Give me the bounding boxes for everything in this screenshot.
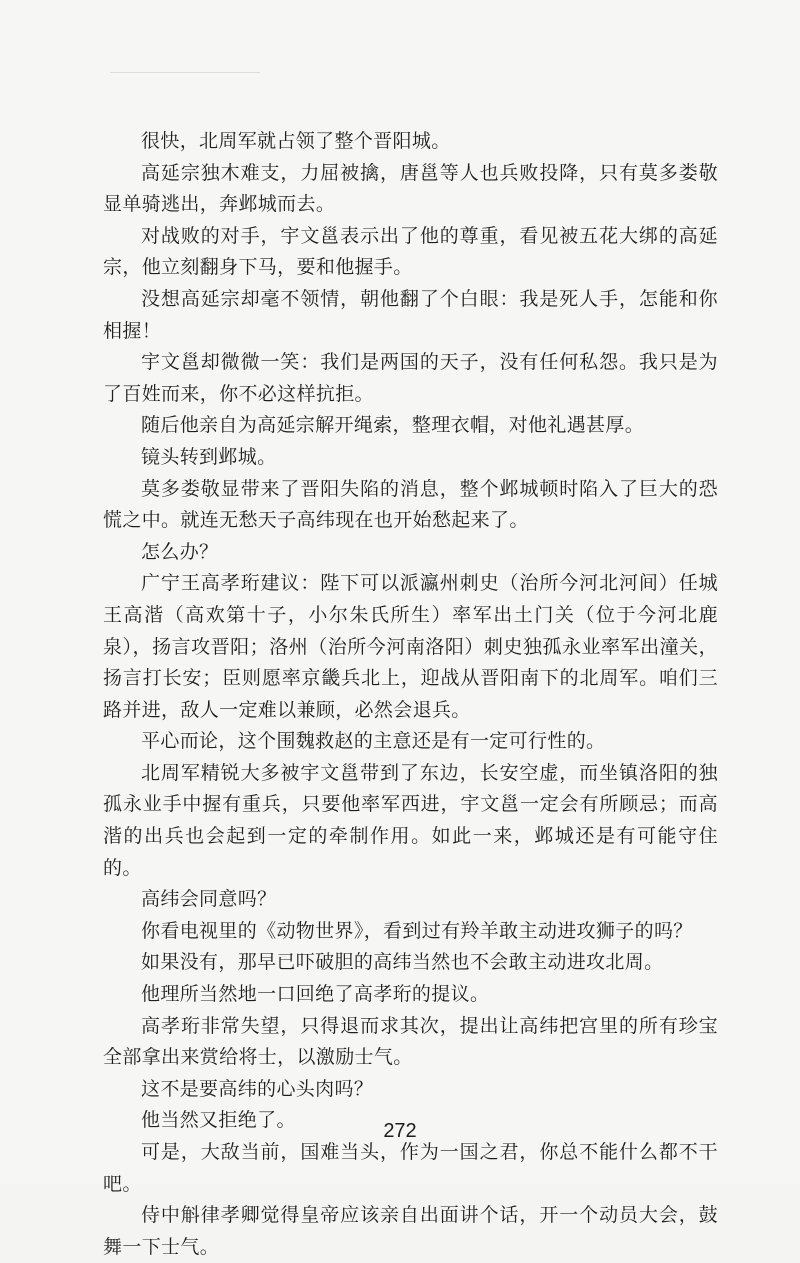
paragraph: 广宁王高孝珩建议：陛下可以派瀛州刺史（治所今河北河间）任城王高湝（高欢第十子，小尔朱氏所生）率军出土门关（位于今河北鹿泉），扬言攻晋阳；洛州（治所今河南洛阳）刺史独孤永业率军出潼关，扬言打长安；臣则愿率京畿兵北上，迎战从晋阳南下的北周军。咱们三路并进，敌人一定难以兼顾，必然会退兵。 (103, 572, 718, 721)
paragraph: 镜头转到邺城。 (141, 445, 277, 468)
body-text (103, 126, 718, 1263)
paragraph: 这不是要高纬的心头肉吗？ (141, 1077, 374, 1100)
paragraph: 高延宗独木难支，力屈被擒，唐邕等人也兵败投降，只有莫多娄敬显单骑逃出，奔邺城而去。 (103, 161, 718, 216)
paragraph: 平心而论，这个围魏救赵的主意还是有一定可行性的。 (141, 730, 606, 753)
paragraph: 高纬会同意吗？ (141, 888, 277, 911)
paragraph: 宇文邕却微微一笑：我们是两国的天子，没有任何私怨。我只是为了百姓而来，你不必这样抗拒。 (103, 351, 718, 405)
paragraph: 没想高延宗却毫不领情，朝他翻了个白眼：我是死人手，怎能和你相握！ (103, 287, 718, 342)
paragraph: 很快，北周军就占领了整个晋阳城。 (141, 130, 451, 152)
header-rule (110, 72, 260, 73)
paragraph: 你看电视里的《动物世界》，看到过有羚羊敢主动进攻狮子的吗？ (141, 919, 693, 942)
paragraph: 侍中斛律孝卿觉得皇帝应该亲自出面讲个话，开一个动员大会，鼓舞一下士气。 (103, 1204, 718, 1258)
paragraph: 高孝珩非常失望，只得退而求其次，提出让高纬把宫里的所有珍宝全部拿出来赏给将士，以激励士气。 (103, 1014, 718, 1069)
page-number: 272 (383, 1120, 417, 1142)
paragraph: 随后他亲自为高延宗解开绳索，整理衣帽，对他礼遇甚厚。 (141, 414, 645, 437)
paragraph: 北周军精锐大多被宇文邕带到了东边，长安空虚，而坐镇洛阳的独孤永业手中握有重兵，只要他率军西进，宇文邕一定会有所顾忌；而高湝的出兵也会起到一定的牵制作用。如此一来，邺城还是有可能守住的。 (103, 761, 718, 879)
paragraph: 怎么办？ (141, 540, 219, 563)
paragraph: 莫多娄敬显带来了晋阳失陷的消息，整个邺城顿时陷入了巨大的恐慌之中。就连无愁天子高纬现在也开始愁起来了。 (103, 477, 718, 532)
paragraph: 他当然又拒绝了。 (141, 1109, 296, 1132)
paragraph: 可是，大敌当前，国难当头，作为一国之君，你总不能什么都不干吧。 (103, 1141, 718, 1195)
paragraph: 如果没有，那早已吓破胆的高纬当然也不会敢主动进攻北周。 (141, 951, 664, 974)
paragraph: 他理所当然地一口回绝了高孝珩的提议。 (141, 983, 490, 1006)
paragraph: 对战败的对手，宇文邕表示出了他的尊重，看见被五花大绑的高延宗，他立刻翻身下马，要和他握手。 (103, 224, 718, 279)
